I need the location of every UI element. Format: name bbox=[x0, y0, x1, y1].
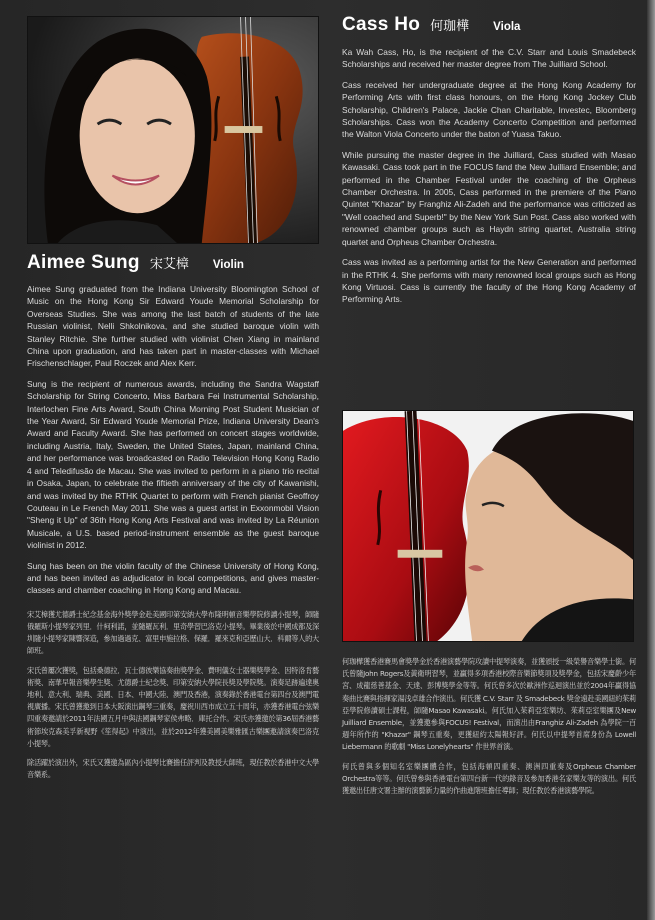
aimee-bio-chinese-paragraph: 宋艾樟獲尤德爵士紀念基金海外獎學金赴美國印第安納大學布隆明頓音樂學院修讀小提琴，師隨俄羅斯小提琴家列里．什柯利諾，並隨羅瓦利．里奇學習巴洛克小提琴。畢業後於中國成都及深圳隨小提琴家陳響深造，參加過過克、富里申施拉格、保羅．羅來克和亞歷山大．科爾等人的大師班。 bbox=[27, 609, 319, 656]
aimee-name-chinese: 宋艾樟 bbox=[149, 257, 189, 272]
cass-bio-chinese-paragraph: 何珈樺獲香港賽馬會獎學金於香港演藝學院攻讀中提琴演奏，並獲頒授一級榮譽音樂學士銜。何氏曾隨John Rogers及黃衛明習琴，並贏得多項香港校際音樂節獎項及獎學金，包括宋慶齡少年宮、成龍慈善基金、天達、彭博獎學金等等。何氏曾多次於歐洲作巡迴演出並於2004年贏得協奏曲比賽與指揮家湯浅卓雄合作演出。何氏獲 C.V. Starr 及 Smadebeck 獎金遠赴美國紐約茱莉亞學院修讀碩士課程，師隨Masao Kawasaki。何氏加入茱莉亞室樂坊、茱莉亞室樂團及New Juilliard Ensemble，並獲邀參與FOCUS! Festival，而演出由Franghiz Ali-Zadeh 為學院一百週年所作的 "Khazar" 鋼琴五重奏，更獲紐約太陽報好評。何氏以中提琴首席身份為 Lowell Liebermann 的歌劇 "Miss Lonelyhearts" 作世界首演。 bbox=[342, 657, 636, 752]
aimee-bio-chinese-paragraph: 除活躍於演出外，宋氏又獲邀為區內小提琴比賽擔任評判及教授大師班，現任教於香港中文大學音樂系。 bbox=[27, 757, 319, 780]
aimee-bio-paragraph: Sung is the recipient of numerous awards, including the Sandra Wagstaff Scholarship for String Concerto, Miss Barbara Fei Instrumental Scholarship, Interlochen Fine Arts Award, South China Morning Post Student Musician of the Year Award, Sir Edward Youde Memorial Prize, Indiana University Dean's Award and Faculty Award. She has performed on concert stages worldwide, including Austria, Italy, Sweden, the United States, Japan, mainland China, and her performance was broadcasted on Radio Television Hong Kong Radio 4 and Teledifusão de Macau. She was invited to perform in a piano trio recital in Osaka, Japan, to celebrate the fiftieth anniversary of the city of Kawanishi, and was invited by the RTHK Quartet to perform with French pianist Geoffroy Couteau in Le French May 2011. She was a guest artist in Exxonmobil Vision "Sheng it Up" of 36th Hong Kong Arts Festival and was invited by La Réunion Musicale, a U.S. based period-instrument ensemble as the guest baroque violinist in 2012. bbox=[27, 378, 319, 551]
aimee-instrument: Violin bbox=[212, 259, 244, 271]
aimee-bio-paragraph: Sung has been on the violin faculty of the Chinese University of Hong Kong, and has been invited as adjudicator in local competitions, and gives master-classes and chamber coaching in Hong Kong and Macau. bbox=[27, 560, 319, 596]
cass-name: Cass Ho bbox=[342, 14, 421, 35]
cass-bio-paragraph: Cass was invited as a performing artist for the New Generation and performed in the RTHK 4. She performs with many renowned local groups such as Hong Kong Virtuosi. Cass is currently the faculty of the Hong Kong Academy of Performing Arts. bbox=[342, 257, 636, 305]
cass-bio-chinese-paragraph: 何氏曾與多個知名室樂團體合作，包括海頓四重奏、澳洲四重奏及Orpheus Chamber Orchestra等等。何氏曾參與香港電台第四台新一代的錄音及參加香港名家樂友等的演出。何氏獲邀出任唐文署主辦的演藝新力量的作曲進階班擔任導師；現任教於香港演藝學院。 bbox=[342, 761, 636, 796]
cass-instrument: Viola bbox=[493, 21, 521, 33]
page-edge bbox=[647, 0, 655, 920]
cass-bio-paragraph: Cass received her undergraduate degree at the Hong Kong Academy for Performing Arts with first class honours, on the Hong Kong Jockey Club Scholarship, Children's Palace, Jackie Chan Charitable, Investec, Bloomberg Scholarships. Cass won the Academy Concerto Competition and performed the Walton Viola Concerto under the baton of Yuasa Takuo. bbox=[342, 79, 636, 140]
cass-bio-paragraph: Ka Wah Cass, Ho, is the recipient of the C.V. Starr and Louis Smadebeck Scholarships and received her master degree from The Juilliard School. bbox=[342, 47, 636, 70]
cass-bio-paragraph: While pursuing the master degree in the Juilliard, Cass studied with Masao Kawasaki. Cass took part in the FOCUS fand the New Juilliard Ensemble; and performed in the Chamber Festival under the coaching of the Orpheus Chamber Orchestra. In 2005, Cass performed in the premiere of the Piano Quintet "Khazar" by Franghiz Ali-Zadeh and the performance was criticized as "Well coached and Superb!" by the New York Sun Post. Cass also worked with renowned chamber groups such as Haydn string quartet, Australia string quartet and Orpheus Chamber Orchestra. bbox=[342, 149, 636, 247]
aimee-bio bbox=[27, 283, 319, 788]
cass-bio-chinese bbox=[342, 656, 636, 804]
cass-ho-photo bbox=[342, 410, 634, 642]
aimee-sung-photo bbox=[27, 16, 319, 244]
aimee-bio-paragraph: Aimee Sung graduated from the Indiana University Bloomington School of Music on the Hong Kong Sir Edward Youde Memorial Scholarship for Overseas Studies. She was among the last batch of students of the late Russian violinist, Nelli Shkolnikova, and she studied baroque violin with Stanley Ritchie. She further studied with violinist Chen Xiang in mainland China upon graduation, and has taken part in master-classes with Michael Frischenschlager, Paul Roczek and Alex Kerr. bbox=[27, 284, 319, 369]
aimee-name: Aimee Sung bbox=[27, 252, 140, 273]
cass-bio bbox=[342, 46, 636, 314]
cass-name-chinese: 何珈樺 bbox=[430, 19, 470, 34]
aimee-bio-chinese-paragraph: 宋氏曾屢次獲獎，包括桑德拉．瓦士德彼樂協奏曲獎學金、費明儀女士器樂獎學金、因特洛肯藝術獎、南華早報音樂學生獎、尤德爵士紀念獎、印第安納大學院長獎及學院獎。演奏足跡遍達奧地利、意大利、瑞典、美國、日本、中國大陸、澳門及香港，演奏錄於香港電台第四台及澳門電視廣播。宋氏曾獲邀到日本大阪演出鋼琴三重奏，慶祝川西市成立五十周年，亦獲香港電台弦樂四重奏邀請於2011年法國五月中與法國鋼琴家侯弗略．庫托合作。宋氏亦獲邀於第36屆香港藝術節埃克森美孚新視野《笙得起》中演出，並於2012年獲美國美樂雅匯古樂團邀請演奏巴洛克小提琴。 bbox=[27, 665, 319, 748]
